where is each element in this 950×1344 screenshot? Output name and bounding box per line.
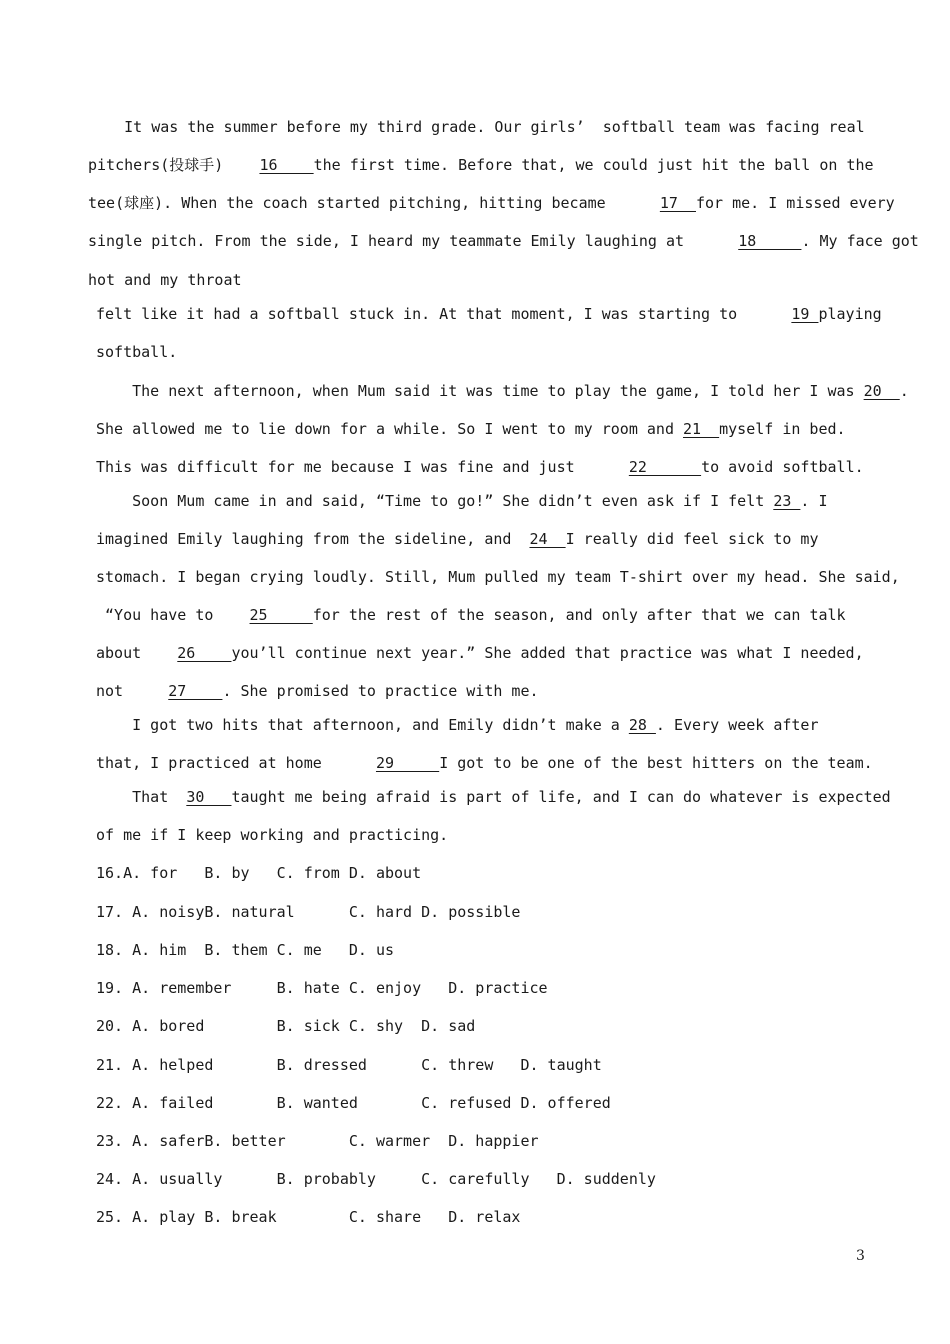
passage-text: pitchers(投球手) (88, 156, 260, 174)
passage-text: She allowed me to lie down for a while. So I went to my room and (96, 420, 683, 438)
passage-text: of me if I keep working and practicing. (96, 826, 449, 844)
passage-line (96, 681, 539, 701)
passage-text: that, I practiced at home (96, 754, 376, 772)
option-line: 18. A. him B. them C. me D. us (96, 941, 395, 959)
passage-text: . Every week after (655, 716, 819, 734)
option-line: 17. A. noisyB. natural C. hard D. possible (96, 903, 521, 921)
passage-text: to avoid softball. (701, 458, 864, 476)
passage-text: tee(球座). When the coach started pitching, hitting became (88, 194, 660, 212)
passage-text: felt like it had a softball stuck in. At that moment, I was starting to (96, 305, 792, 323)
passage-text: I really did feel sick to my (565, 530, 819, 548)
passage-text: It was the summer before my third grade. Our girls’ softball team was facing real (88, 118, 865, 136)
blank-number: 16 (259, 156, 314, 174)
passage-text: . She promised to practice with me. (222, 682, 539, 700)
passage-text: playing (818, 305, 882, 323)
passage-text: Soon Mum came in and said, “Time to go!” She didn’t even ask if I felt (96, 492, 774, 510)
passage-text: hot and my throat (88, 271, 242, 289)
passage-line (96, 753, 873, 773)
passage-text: . I (800, 492, 828, 510)
passage-text: single pitch. From the side, I heard my teammate Emily laughing at (88, 232, 739, 250)
blank-number: 26 (177, 644, 232, 662)
passage-line (88, 193, 895, 213)
option-line: 25. A. play B. break C. share D. relax (96, 1208, 521, 1226)
option-line: 20. A. bored B. sick C. shy D. sad (96, 1017, 476, 1035)
blank-number: 29 (375, 754, 440, 772)
passage-text: This was difficult for me because I was fine and just (96, 458, 629, 476)
blank-number: 27 (168, 682, 223, 700)
passage-line (96, 605, 846, 625)
blank-number: 25 (249, 606, 313, 624)
blank-number: 18 (738, 232, 802, 250)
option-line: 23. A. saferB. better C. warmer D. happier (96, 1132, 539, 1150)
passage-line (96, 304, 882, 324)
blank-number: 24 (529, 530, 566, 548)
passage-line (88, 155, 874, 175)
passage-text: myself in bed. (719, 420, 846, 438)
passage-line (96, 491, 828, 511)
option-line: 22. A. failed B. wanted C. refused D. offered (96, 1094, 611, 1112)
option-line: 21. A. helped B. dressed C. threw D. taught (96, 1056, 602, 1074)
passage-line (96, 381, 909, 401)
passage-text: The next afternoon, when Mum said it was time to play the game, I told her I was (96, 382, 864, 400)
option-line: 24. A. usually B. probably C. carefully D. suddenly (96, 1170, 656, 1188)
passage-line (96, 342, 177, 362)
blank-number: 22 (628, 458, 702, 476)
passage-line (96, 787, 891, 807)
passage-text: not (96, 682, 169, 700)
passage-line (96, 567, 900, 587)
passage-text: I got to be one of the best hitters on the team. (439, 754, 873, 772)
passage-text: you’ll continue next year.” She added that practice was what I needed, (231, 644, 864, 662)
passage-line (88, 270, 242, 290)
passage-text: . My face got (801, 232, 919, 250)
passage-text: for me. I missed every (695, 194, 895, 212)
passage-text: taught me being afraid is part of life, and I can do whatever is expected (231, 788, 891, 806)
passage-line (96, 457, 864, 477)
passage-line (96, 529, 818, 549)
blank-number: 30 (186, 788, 232, 806)
passage-text: softball. (96, 343, 178, 361)
passage-line (96, 715, 818, 735)
page-number: 3 (856, 1248, 865, 1264)
passage-text: the first time. Before that, we could just hit the ball on the (313, 156, 874, 174)
passage-text: I got two hits that afternoon, and Emily didn’t make a (96, 716, 629, 734)
option-line: 16.A. for B. by C. from D. about (96, 864, 422, 882)
blank-number: 17 (659, 194, 696, 212)
blank-number: 21 (683, 420, 720, 438)
passage-line (88, 231, 919, 251)
passage-text: . (899, 382, 909, 400)
passage-line (96, 825, 448, 845)
passage-line (88, 117, 865, 137)
blank-number: 20 (863, 382, 900, 400)
passage-text: That (96, 788, 187, 806)
passage-text: for the rest of the season, and only after that we can talk (312, 606, 846, 624)
blank-number: 19 (791, 305, 819, 323)
passage-line (96, 419, 846, 439)
passage-text: imagined Emily laughing from the sideline, and (96, 530, 530, 548)
passage-line (96, 643, 864, 663)
blank-number: 23 (773, 492, 801, 510)
passage-text: “You have to (96, 606, 250, 624)
blank-number: 28 (628, 716, 656, 734)
passage-text: about (96, 644, 178, 662)
passage-text: stomach. I began crying loudly. Still, Mum pulled my team T-shirt over my head. She said, (96, 568, 900, 586)
option-line: 19. A. remember B. hate C. enjoy D. practice (96, 979, 548, 997)
